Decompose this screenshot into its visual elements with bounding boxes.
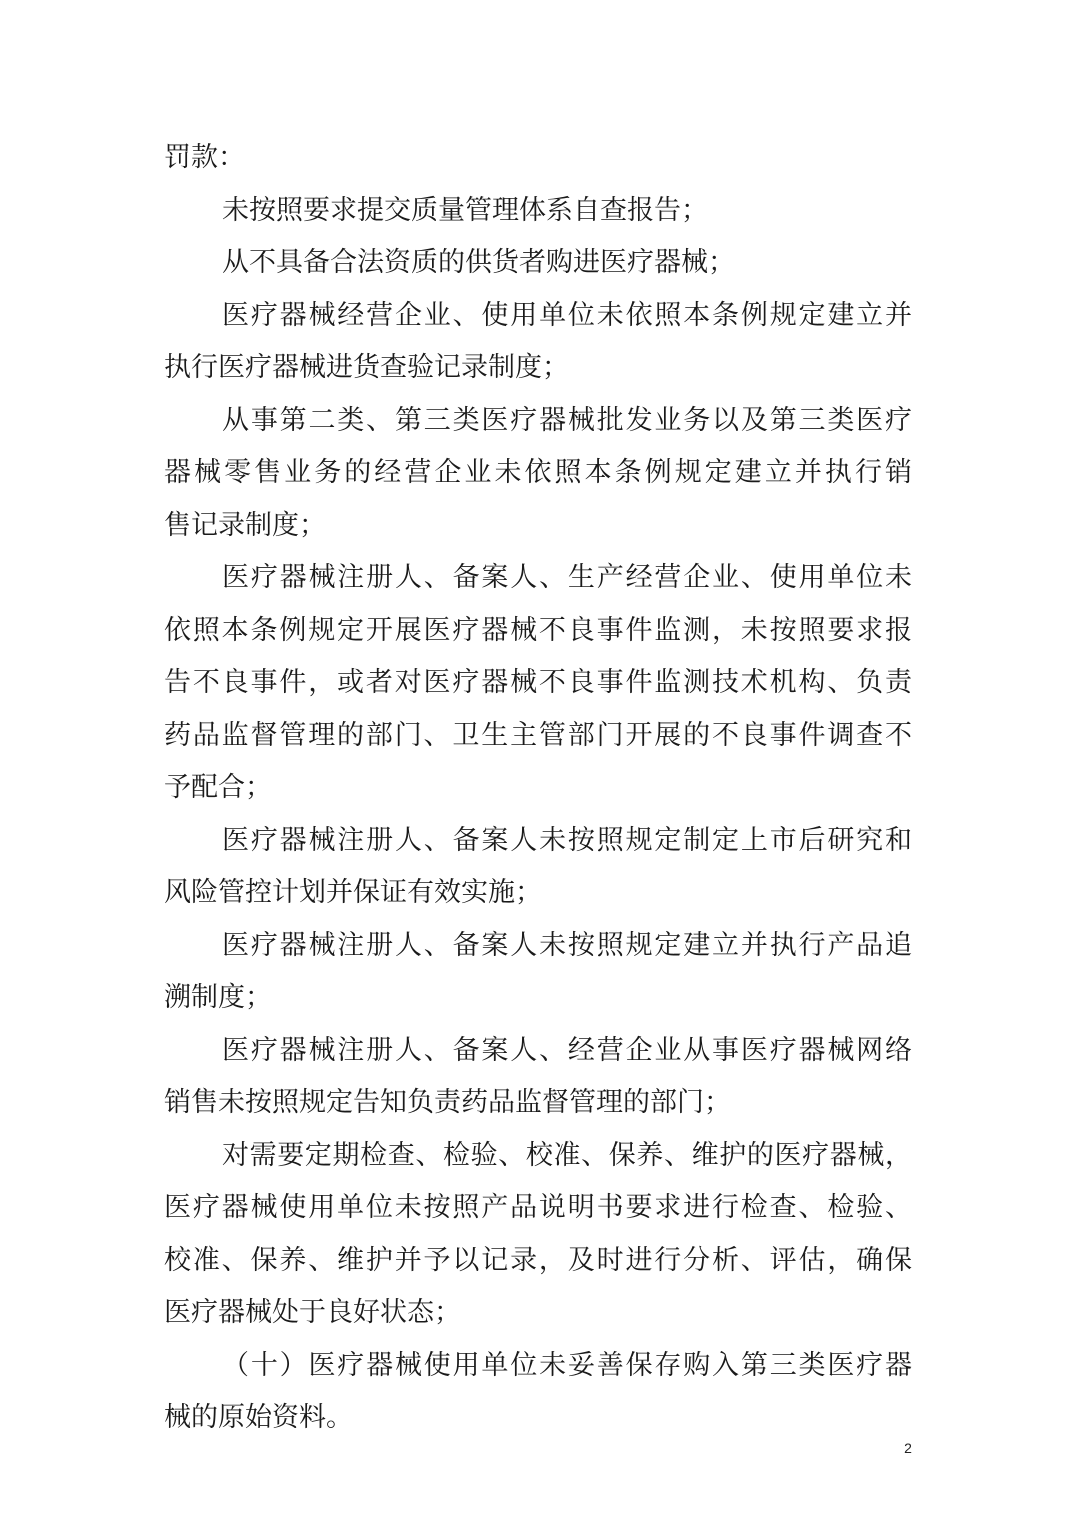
text-line: 医疗器械注册人、备案人、经营企业从事医疗器械网络 <box>222 1034 912 1066</box>
text-line: 医疗器械注册人、备案人未按照规定建立并执行产品追 <box>222 929 912 961</box>
text-line: 销售未按照规定告知负责药品监督管理的部门； <box>164 1087 731 1118</box>
text-line: 医疗器械注册人、备案人、生产经营企业、使用单位未 <box>222 562 912 593</box>
text-line: 告不良事件，或者对医疗器械不良事件监测技术机构、负责 <box>164 667 912 698</box>
text-line: 器械零售业务的经营企业未依照本条例规定建立并执行销 <box>164 457 912 488</box>
text-line: 对需要定期检查、检验、校准、保养、维护的医疗器械， <box>222 1139 912 1171</box>
page-number: 2 <box>904 1440 912 1456</box>
text-line: 售记录制度； <box>164 509 326 541</box>
text-line: 依照本条例规定开展医疗器械不良事件监测，未按照要求报 <box>164 614 912 646</box>
text-line: 予配合； <box>164 772 272 803</box>
text-line: 械的原始资料。 <box>164 1402 353 1433</box>
text-line: 溯制度； <box>164 982 272 1013</box>
text-line: 医疗器械处于良好状态； <box>164 1297 461 1328</box>
text-line: 未按照要求提交质量管理体系自查报告； <box>222 194 708 226</box>
text-line: 药品监督管理的部门、卫生主管部门开展的不良事件调查不 <box>164 719 912 751</box>
text-line: （十）医疗器械使用单位未妥善保存购入第三类医疗器 <box>222 1349 912 1381</box>
text-line: 从事第二类、第三类医疗器械批发业务以及第三类医疗 <box>222 404 912 436</box>
text-line: 执行医疗器械进货查验记录制度； <box>164 352 569 383</box>
text-line: 医疗器械经营企业、使用单位未依照本条例规定建立并 <box>222 299 912 331</box>
text-line: 医疗器械注册人、备案人未按照规定制定上市后研究和 <box>222 824 912 856</box>
text-line: 风险管控计划并保证有效实施； <box>164 877 542 908</box>
text-line: 校准、保养、维护并予以记录，及时进行分析、评估，确保 <box>164 1244 912 1276</box>
body-text <box>164 132 912 1445</box>
text-line: 医疗器械使用单位未按照产品说明书要求进行检查、检验、 <box>164 1192 912 1223</box>
text-line: 罚款： <box>164 142 245 173</box>
text-line: 从不具备合法资质的供货者购进医疗器械； <box>222 247 735 278</box>
